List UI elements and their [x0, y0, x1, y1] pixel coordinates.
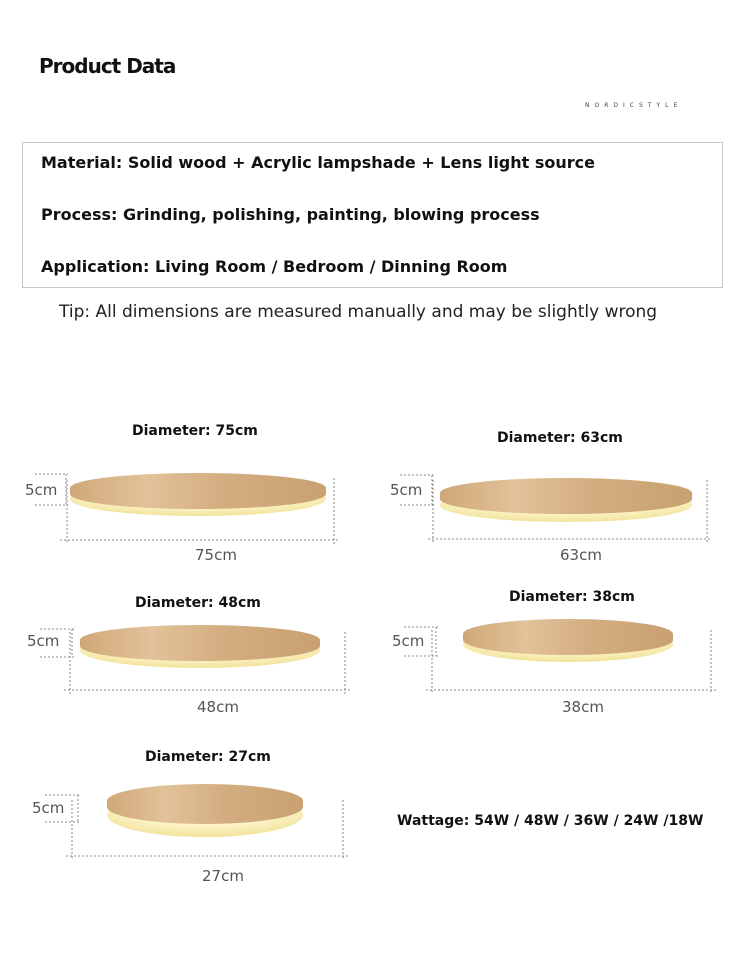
- measurement-tip: Tip: All dimensions are measured manually and may be slightly wrong: [59, 302, 658, 322]
- page-title: Product Data: [39, 54, 176, 78]
- lamp-48-height: 5cm: [27, 632, 60, 650]
- lamp-75-diameter: Diameter: 75cm: [132, 423, 258, 439]
- lamp-38-height: 5cm: [392, 632, 425, 650]
- lamp-63-width: 63cm: [560, 546, 602, 564]
- lamp-38cm: [404, 619, 716, 694]
- lamp-38-width: 38cm: [562, 698, 604, 716]
- lamp-27cm: [45, 784, 348, 860]
- lamp-48-diameter: Diameter: 48cm: [135, 595, 261, 611]
- lamp-27-height: 5cm: [32, 799, 65, 817]
- lamp-27-width: 27cm: [202, 867, 244, 885]
- lamp-63cm: [400, 475, 712, 543]
- application-spec: Application: Living Room / Bedroom / Dinning Room: [41, 257, 508, 276]
- material-spec: Material: Solid wood + Acrylic lampshade + Lens light source: [41, 153, 595, 172]
- lamp-63-height: 5cm: [390, 481, 423, 499]
- brand-text: NORDICSTYLE: [585, 102, 683, 109]
- lamp-75cm: [35, 473, 338, 544]
- lamp-48-width: 48cm: [197, 698, 239, 716]
- lamp-38-diameter: Diameter: 38cm: [509, 589, 635, 605]
- lamp-27-diameter: Diameter: 27cm: [145, 749, 271, 765]
- lamp-75-width: 75cm: [195, 546, 237, 564]
- lamp-75-height: 5cm: [25, 481, 58, 499]
- lamp-63-diameter: Diameter: 63cm: [497, 430, 623, 446]
- process-spec: Process: Grinding, polishing, painting, blowing process: [41, 205, 540, 224]
- wattage-options: Wattage: 54W / 48W / 36W / 24W /18W: [397, 813, 704, 829]
- lamp-48cm: [40, 625, 350, 694]
